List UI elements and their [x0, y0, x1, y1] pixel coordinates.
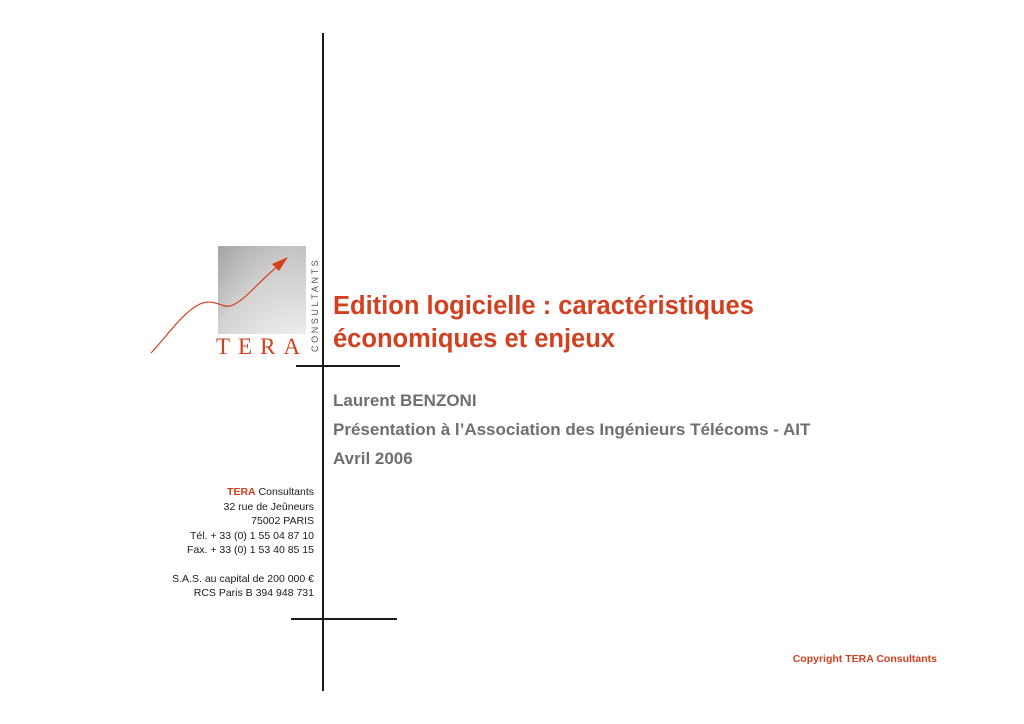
company-capital: S.A.S. au capital de 200 000 €: [172, 572, 314, 585]
author-name: Laurent BENZONI: [333, 391, 477, 410]
fax: Fax. + 33 (0) 1 53 40 85 15: [187, 544, 314, 556]
company-brand: TERA: [227, 486, 256, 498]
presentation-date: Avril 2006: [333, 449, 413, 468]
contact-underline: [291, 618, 397, 620]
vertical-divider: [322, 33, 324, 691]
event-name: Présentation à l’Association des Ingénieurs Télécoms - AIT: [333, 420, 811, 439]
title-line-2: économiques et enjeux: [333, 325, 615, 353]
title-underline: [296, 365, 400, 367]
contact-block: [172, 485, 314, 601]
logo-square-shade: [218, 246, 306, 334]
presentation-details: [333, 386, 993, 473]
company-suffix: Consultants: [258, 486, 314, 498]
tera-consultants-logo: [148, 240, 328, 360]
logo-graphic: [148, 240, 328, 360]
page-title: [333, 290, 953, 356]
logo-subtitle: CONSULTANTS: [310, 257, 320, 352]
company-registration: RCS Paris B 394 948 731: [193, 587, 314, 599]
company-name: [172, 485, 314, 500]
contact-spacer: [172, 558, 314, 572]
street-address: 32 rue de Jeûneurs: [223, 500, 314, 513]
copyright-notice: Copyright TERA Consultants: [792, 653, 937, 665]
city-address: 75002 PARIS: [251, 515, 314, 527]
logo-wordmark: TERA: [216, 334, 309, 359]
title-line-1: Edition logicielle : caractéristiques: [333, 292, 754, 320]
telephone: Tél. + 33 (0) 1 55 04 87 10: [189, 529, 314, 542]
